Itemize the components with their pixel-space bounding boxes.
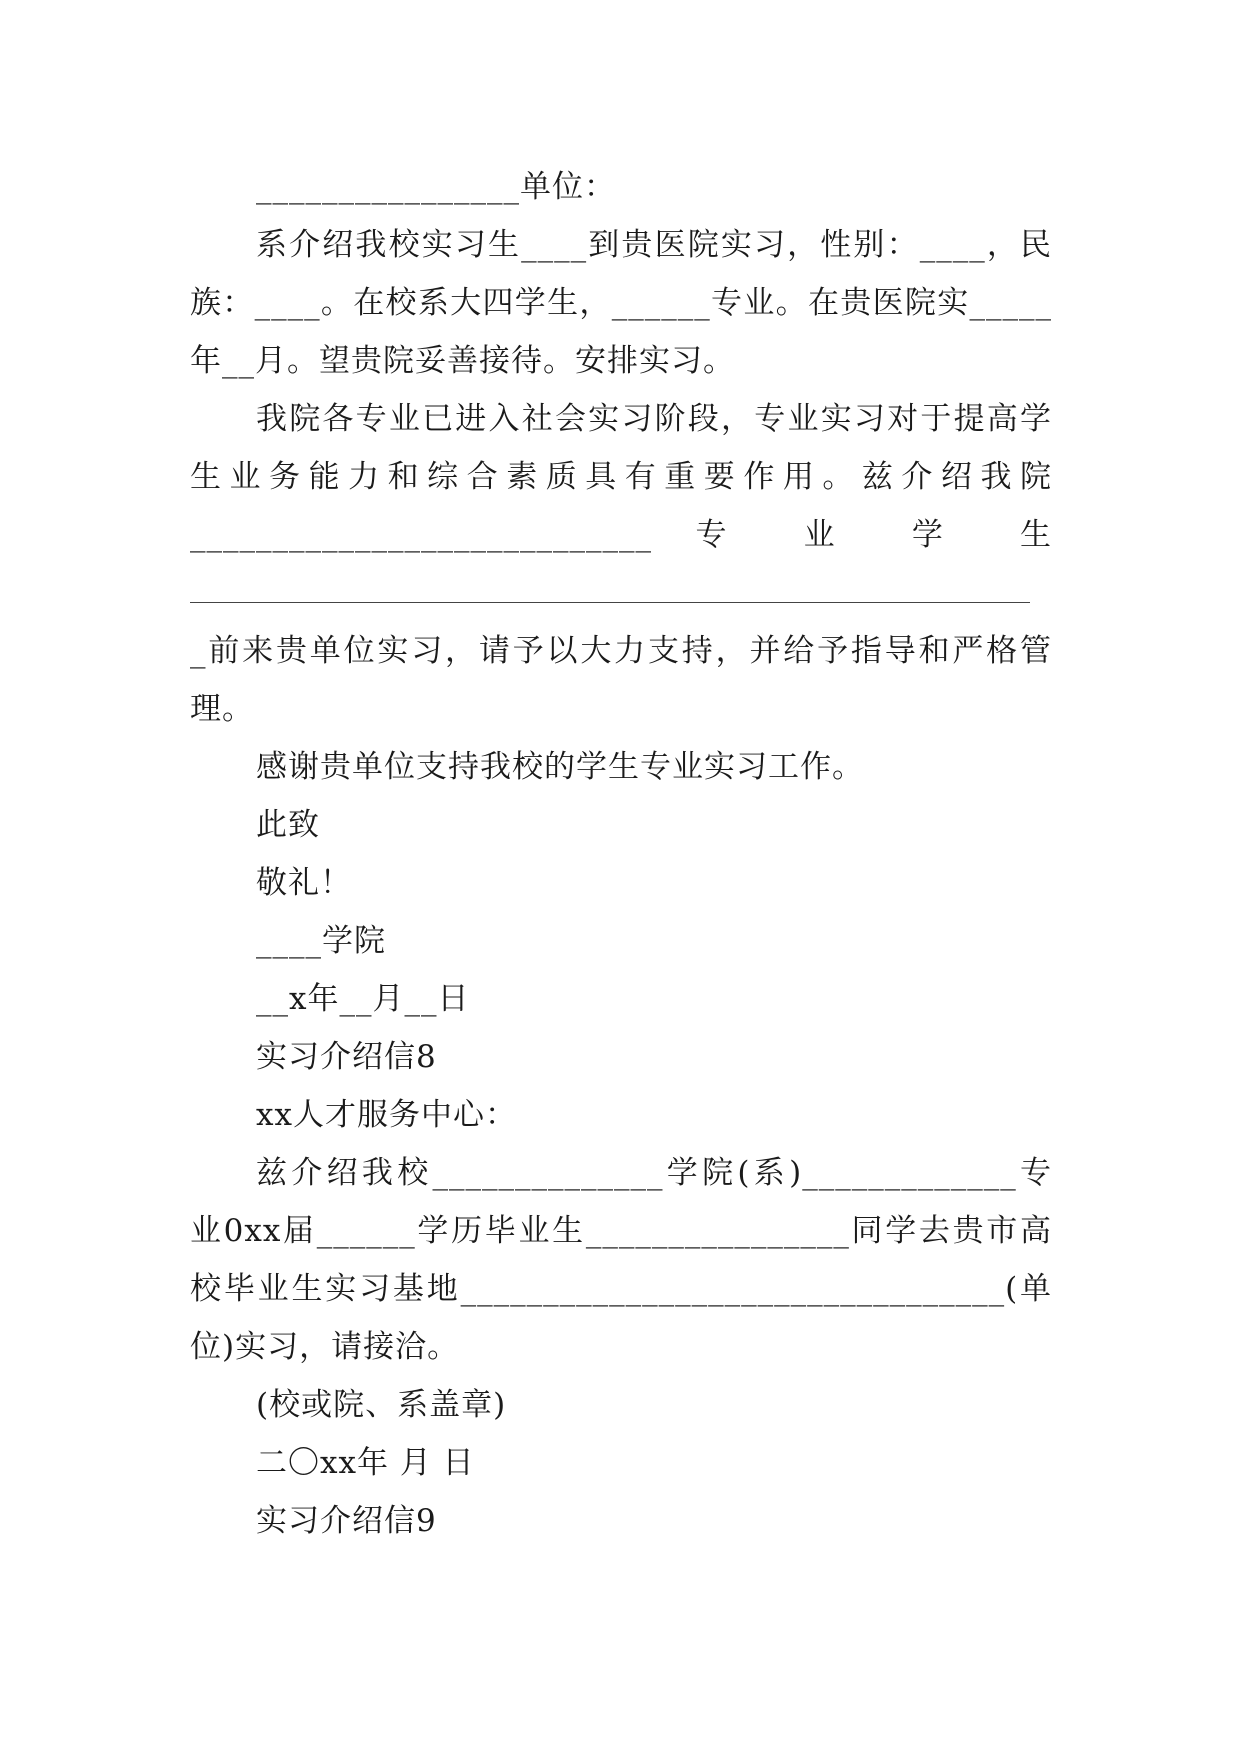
recipient-line: xx人才服务中心：: [256, 1097, 517, 1133]
paragraph-line: 兹介绍我校______________学院(系)_____________专: [256, 1155, 1053, 1191]
date-line: 二〇xx年 月 日: [256, 1445, 475, 1481]
paragraph-line: 校毕业生实习基地_________________________________(单: [190, 1271, 1052, 1307]
paragraph-line: 感谢贵单位支持我校的学生专业实习工作。: [256, 749, 864, 785]
paragraph-line: 我院各专业已进入社会实习阶段，专业实习对于提高学: [256, 401, 1052, 437]
closing-line: 此致: [256, 807, 320, 843]
date-line: __x年__月__日: [256, 981, 470, 1017]
signature-line: ____学院: [256, 923, 386, 959]
section-title: 实习介绍信9: [256, 1503, 437, 1539]
paragraph-line: ____________________________ 专 业 学 生: [190, 517, 1052, 553]
blank-rule: [190, 602, 1030, 603]
seal-line: (校或院、系盖章): [256, 1387, 507, 1423]
paragraph-line: 业0xx届______学历毕业生________________同学去贵市高: [190, 1213, 1052, 1249]
recipient-line: ________________单位：: [256, 169, 616, 205]
section-title: 实习介绍信8: [256, 1039, 437, 1075]
paragraph-line: 生业务能力和综合素质具有重要作用。兹介绍我院: [190, 459, 1052, 495]
closing-line: 敬礼！: [256, 865, 352, 901]
paragraph-line: _前来贵单位实习，请予以大力支持，并给予指导和严格管: [190, 633, 1052, 669]
paragraph-line: 系介绍我校实习生____到贵医院实习，性别：____，民: [256, 227, 1052, 263]
paragraph-line: 位)实习，请接洽。: [190, 1329, 460, 1365]
paragraph-line: 年__月。望贵院妥善接待。安排实习。: [190, 343, 735, 379]
paragraph-line: 理。: [190, 691, 254, 727]
paragraph-line: 族：____。在校系大四学生，______专业。在贵医院实_____: [190, 285, 1052, 321]
